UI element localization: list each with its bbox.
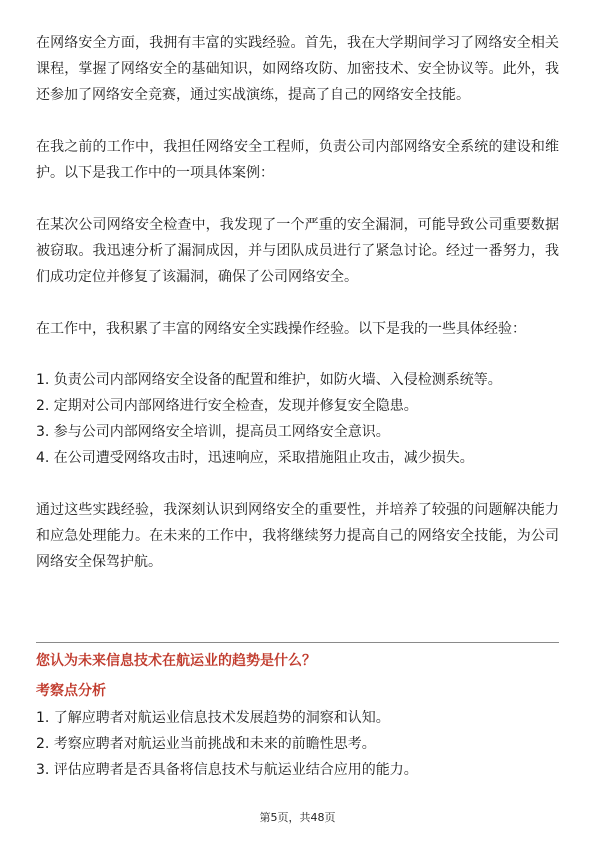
list-item: 2. 定期对公司内部网络进行安全检查，发现并修复安全隐患。 — [36, 398, 418, 414]
page-number: 第5页，共48页 — [259, 811, 336, 824]
paragraph-education-experience: 在网络安全方面，我拥有丰富的实践经验。首先，我在大学期间学习了网络安全相关课程，掌握了网络安全的基础知识，如网络攻防、加密技术、安全协议等。此外，我还参加了网络安全竞赛，通过实战演练，提高了自己的网络安全技能。 — [36, 35, 559, 103]
paragraph-experience-intro: 在工作中，我积累了丰富的网络安全实践操作经验。以下是我的一些具体经验： — [36, 321, 526, 337]
analysis-list — [36, 705, 559, 783]
experience-list — [36, 367, 559, 471]
paragraph-previous-role: 在我之前的工作中，我担任网络安全工程师，负责公司内部网络安全系统的建设和维护。以下是我工作中的一项具体案例： — [36, 139, 559, 181]
answer-body — [36, 30, 559, 575]
question-title: 您认为未来信息技术在航运业的趋势是什么？ — [36, 653, 316, 669]
list-item: 1. 了解应聘者对航运业信息技术发展趋势的洞察和认知。 — [36, 710, 390, 726]
list-item: 1. 负责公司内部网络安全设备的配置和维护，如防火墙、入侵检测系统等。 — [36, 372, 502, 388]
list-item: 3. 评估应聘者是否具备将信息技术与航运业结合应用的能力。 — [36, 762, 418, 778]
paragraph-case-study: 在某次公司网络安全检查中，我发现了一个严重的安全漏洞，可能导致公司重要数据被窃取。我迅速分析了漏洞成因，并与团队成员进行了紧急讨论。经过一番努力，我们成功定位并修复了该漏洞，确保了公司网络安全。 — [36, 217, 559, 285]
list-item: 3. 参与公司内部网络安全培训，提高员工网络安全意识。 — [36, 424, 390, 440]
paragraph-conclusion: 通过这些实践经验，我深刻认识到网络安全的重要性，并培养了较强的问题解决能力和应急处理能力。在未来的工作中，我将继续努力提高自己的网络安全技能，为公司网络安全保驾护航。 — [36, 502, 559, 570]
list-item: 2. 考察应聘者对航运业当前挑战和未来的前瞻性思考。 — [36, 736, 376, 752]
section-divider — [36, 642, 559, 643]
list-item: 4. 在公司遭受网络攻击时，迅速响应，采取措施阻止攻击，减少损失。 — [36, 450, 474, 466]
analysis-heading: 考察点分析 — [36, 683, 106, 699]
